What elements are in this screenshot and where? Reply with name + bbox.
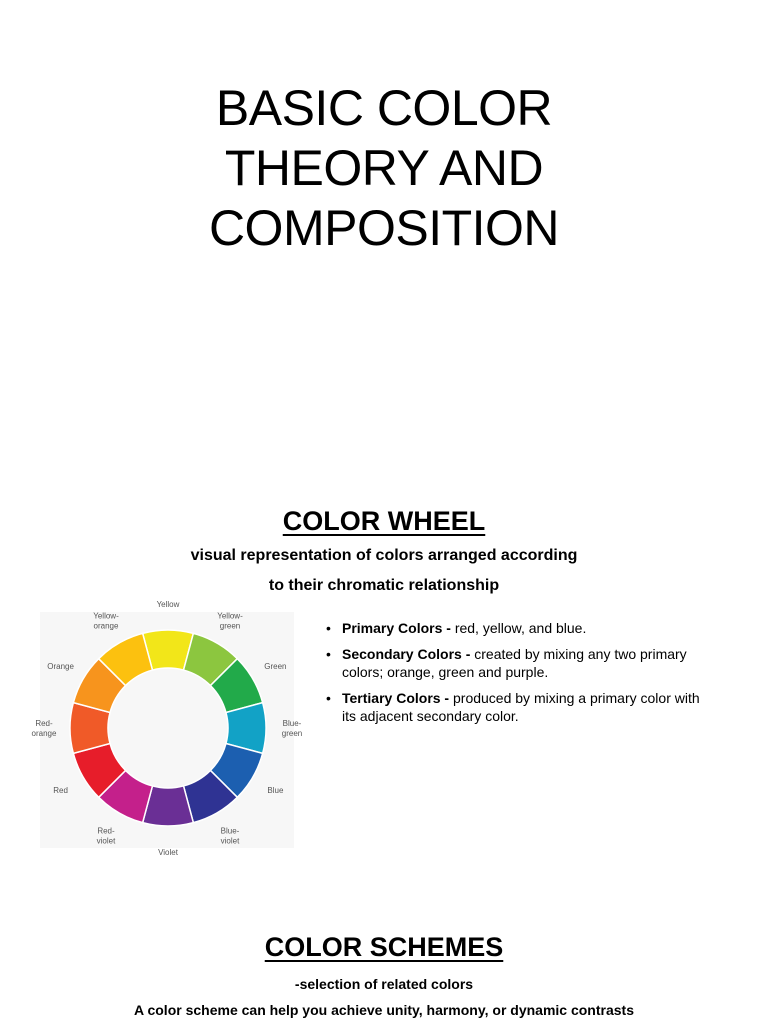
color-schemes-line-2: A color scheme can help you achieve unity, harmony, or dynamic contrasts [133, 1002, 634, 1018]
color-types-list [326, 619, 706, 733]
list-item-secondary [326, 645, 706, 681]
color-schemes-line-1: -selection of related colors [294, 976, 474, 992]
bullet-dot: • [326, 646, 331, 662]
term-primary: Primary Colors - [342, 620, 451, 636]
wheel-label: Blue [267, 786, 284, 795]
color-wheel-subtitle-2: to their chromatic relationship [268, 577, 500, 594]
term-secondary: Secondary Colors - [342, 646, 471, 662]
color-wheel-svg [31, 600, 303, 857]
wheel-label: Red-violet [96, 826, 116, 846]
wheel-label: Yellow [156, 600, 180, 609]
color-wheel-subtitle-1: visual representation of colors arranged according [190, 547, 578, 564]
wheel-label: Red-orange [31, 719, 57, 738]
desc-primary: red, yellow, and blue. [450, 620, 587, 636]
desc-tertiary: produced by mixing a primary color with its adjacent secondary color. [342, 690, 700, 724]
color-schemes-heading: COLOR SCHEMES [264, 932, 504, 962]
color-wheel-figure [31, 600, 303, 857]
wheel-label: Green [264, 662, 287, 671]
color-wheel-heading: COLOR WHEEL [282, 506, 486, 536]
wheel-label: Yellow-green [217, 611, 243, 631]
bullet-dot: • [326, 620, 331, 636]
title-line-1: BASIC COLOR [215, 80, 553, 136]
wheel-label: Orange [47, 662, 74, 671]
wheel-label: Red [53, 786, 68, 795]
desc-secondary: created by mixing any two primary colors; orange, green and purple. [342, 646, 687, 680]
wheel-label: Violet [158, 848, 178, 857]
list-item-primary [326, 619, 706, 637]
title-line-2: THEORY AND [224, 140, 544, 196]
bullet-dot: • [326, 690, 331, 706]
wheel-label: Yellow-orange [93, 611, 119, 631]
term-tertiary: Tertiary Colors - [342, 690, 450, 706]
page-title [0, 78, 768, 258]
wheel-label: Blue-green [281, 719, 303, 738]
list-item-tertiary [326, 689, 706, 725]
wheel-label: Blue-violet [220, 826, 240, 846]
title-line-3: COMPOSITION [208, 200, 560, 256]
